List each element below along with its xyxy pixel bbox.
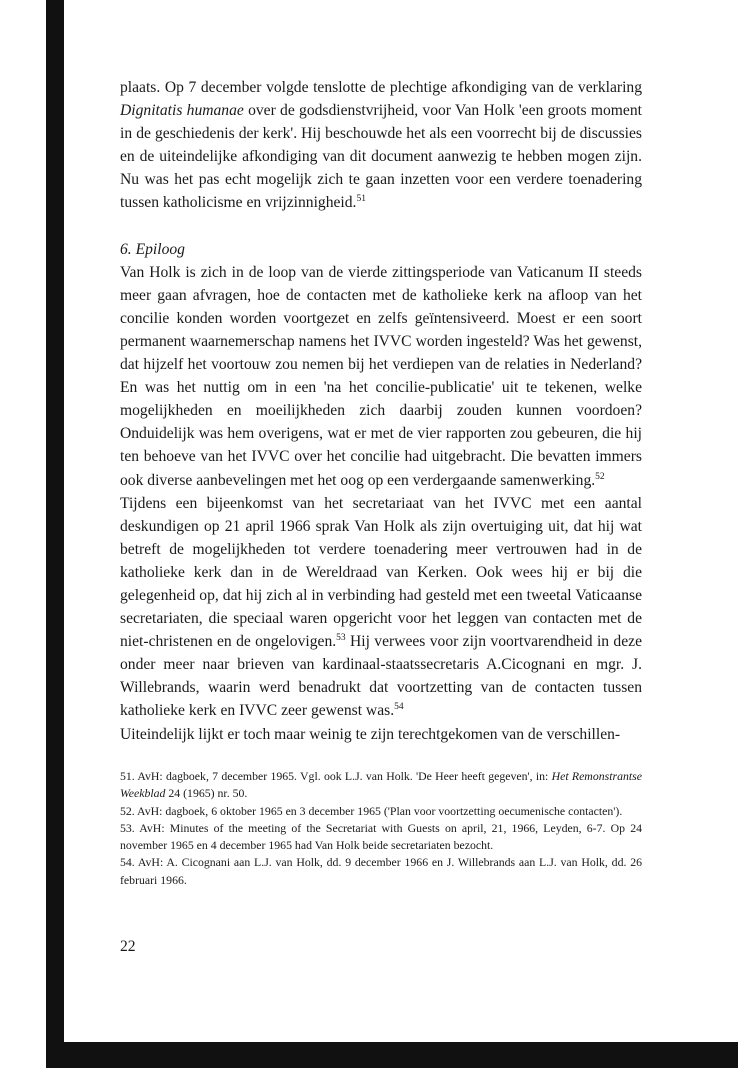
paragraph: Van Holk is zich in de loop van de vierde zittingsperiode van Vaticanum II steeds meer gaan afvragen, hoe de contacten met de katholieke kerk na afloop van het concilie konden worden voortgezet en zelfs geïntensiveerd. Moest er een soort permanent waarnemerschap namens het IVVC worden ingesteld? Was het gewenst, dat hijzelf het voortouw zou nemen bij het verdiepen van de relaties in Nederland? En was het nuttig om in een 'na het concilie-publicatie' uit te tekenen, welke mogelijkheden en moeilijkheden zich daarbij zouden kunnen voordoen? Onduidelijk was hem overigens, wat er met de vier rapporten zou gebeuren, die hij ten behoeve van het IVVC over het concilie had uitgebracht. Die bevatten immers ook diverse aanbevelingen met het oog op een verdergaande samenwerking.$^{52}$ [120, 263, 642, 489]
main-text [120, 76, 642, 746]
paragraph: Uiteindelijk lijkt er toch maar weinig te zijn terechtgekomen van de verschillen- [120, 725, 621, 743]
scan-border-bottom [46, 1042, 738, 1068]
footnote-ref-52: 52 [595, 471, 605, 482]
section-heading: 6. Epiloog [120, 240, 185, 258]
footnotes [120, 768, 642, 889]
paragraph: Tijdens een bijeenkomst van het secretariaat van het IVVC met een aantal deskundigen op 21 april 1966 sprak Van Holk als zijn overtuiging uit, dat hij wat betreft de mogelijkheden tot verdere toenadering meer vertrouwen had in de katholieke kerk dan in de Wereldraad van Kerken. Ook wees hij er bij die gelegenheid op, dat hij zich al in verbinding had gesteld met een tweetal Vaticaanse secretariaten, die speciaal waren opgericht voor het leggen van contacten met de niet-christenen en de ongelovigen.$^{53}$ Hij verwees voor zijn voortvarendheid in deze onder meer naar brieven van kardinaal-staatssecretaris A.Cicognani en mgr. J. Willebrands, waarin werd benadrukt dat voortzetting van de contacten tussen katholieke kerk en IVVC zeer gewenst was.$^{54}$ [120, 494, 642, 720]
footnote-ref-54: 54 [394, 702, 404, 713]
page-number: 22 [120, 938, 136, 955]
scan-border-left [46, 0, 64, 1068]
footnote-52: 52. AvH: dagboek, 6 oktober 1965 en 3 december 1965 ('Plan voor voortzetting oecumenische contacten'). [120, 803, 623, 818]
journal-title: Het Remonstrantse Weekblad [120, 769, 642, 801]
footnote-ref-53: 53 [336, 632, 346, 643]
document-title: Dignitatis humanae [120, 102, 244, 120]
footnote-54: 54. AvH: A. Cicognani aan L.J. van Holk, dd. 9 december 1966 en J. Willebrands aan L.J. van Holk, dd. 26 februari 1966. [120, 855, 642, 887]
paragraph-continued: plaats. Op 7 december volgde tenslotte de plechtige afkondiging van de verklaring Dignitatis humanae over de godsdienstvrijheid, voor Van Holk 'een groots moment in de geschiedenis der kerk'. Hij beschouwde het als een voorrecht bij de discussies en de uiteindelijke afkondiging van dit document aanwezig te hebben mogen zijn. Nu was het pas echt mogelijk zich te gaan inzetten voor een verdere toenadering tussen katholicisme en vrijzinnigheid.$^{51}$ [120, 79, 642, 212]
footnote-53: 53. AvH: Minutes of the meeting of the Secretariat with Guests on april, 21, 1966, Leyden, 6-7. Op 24 november 1965 en 4 december 1965 had Van Holk beide secretariaten bezocht. [120, 820, 642, 853]
footnote-51: 51. AvH: dagboek, 7 december 1965. Vgl. ook L.J. van Holk. 'De Heer heeft gegeven', in: Het Remonstrantse Weekblad 24 (1965) nr. 50. [120, 769, 642, 801]
footnote-ref-51: 51 [356, 194, 366, 205]
